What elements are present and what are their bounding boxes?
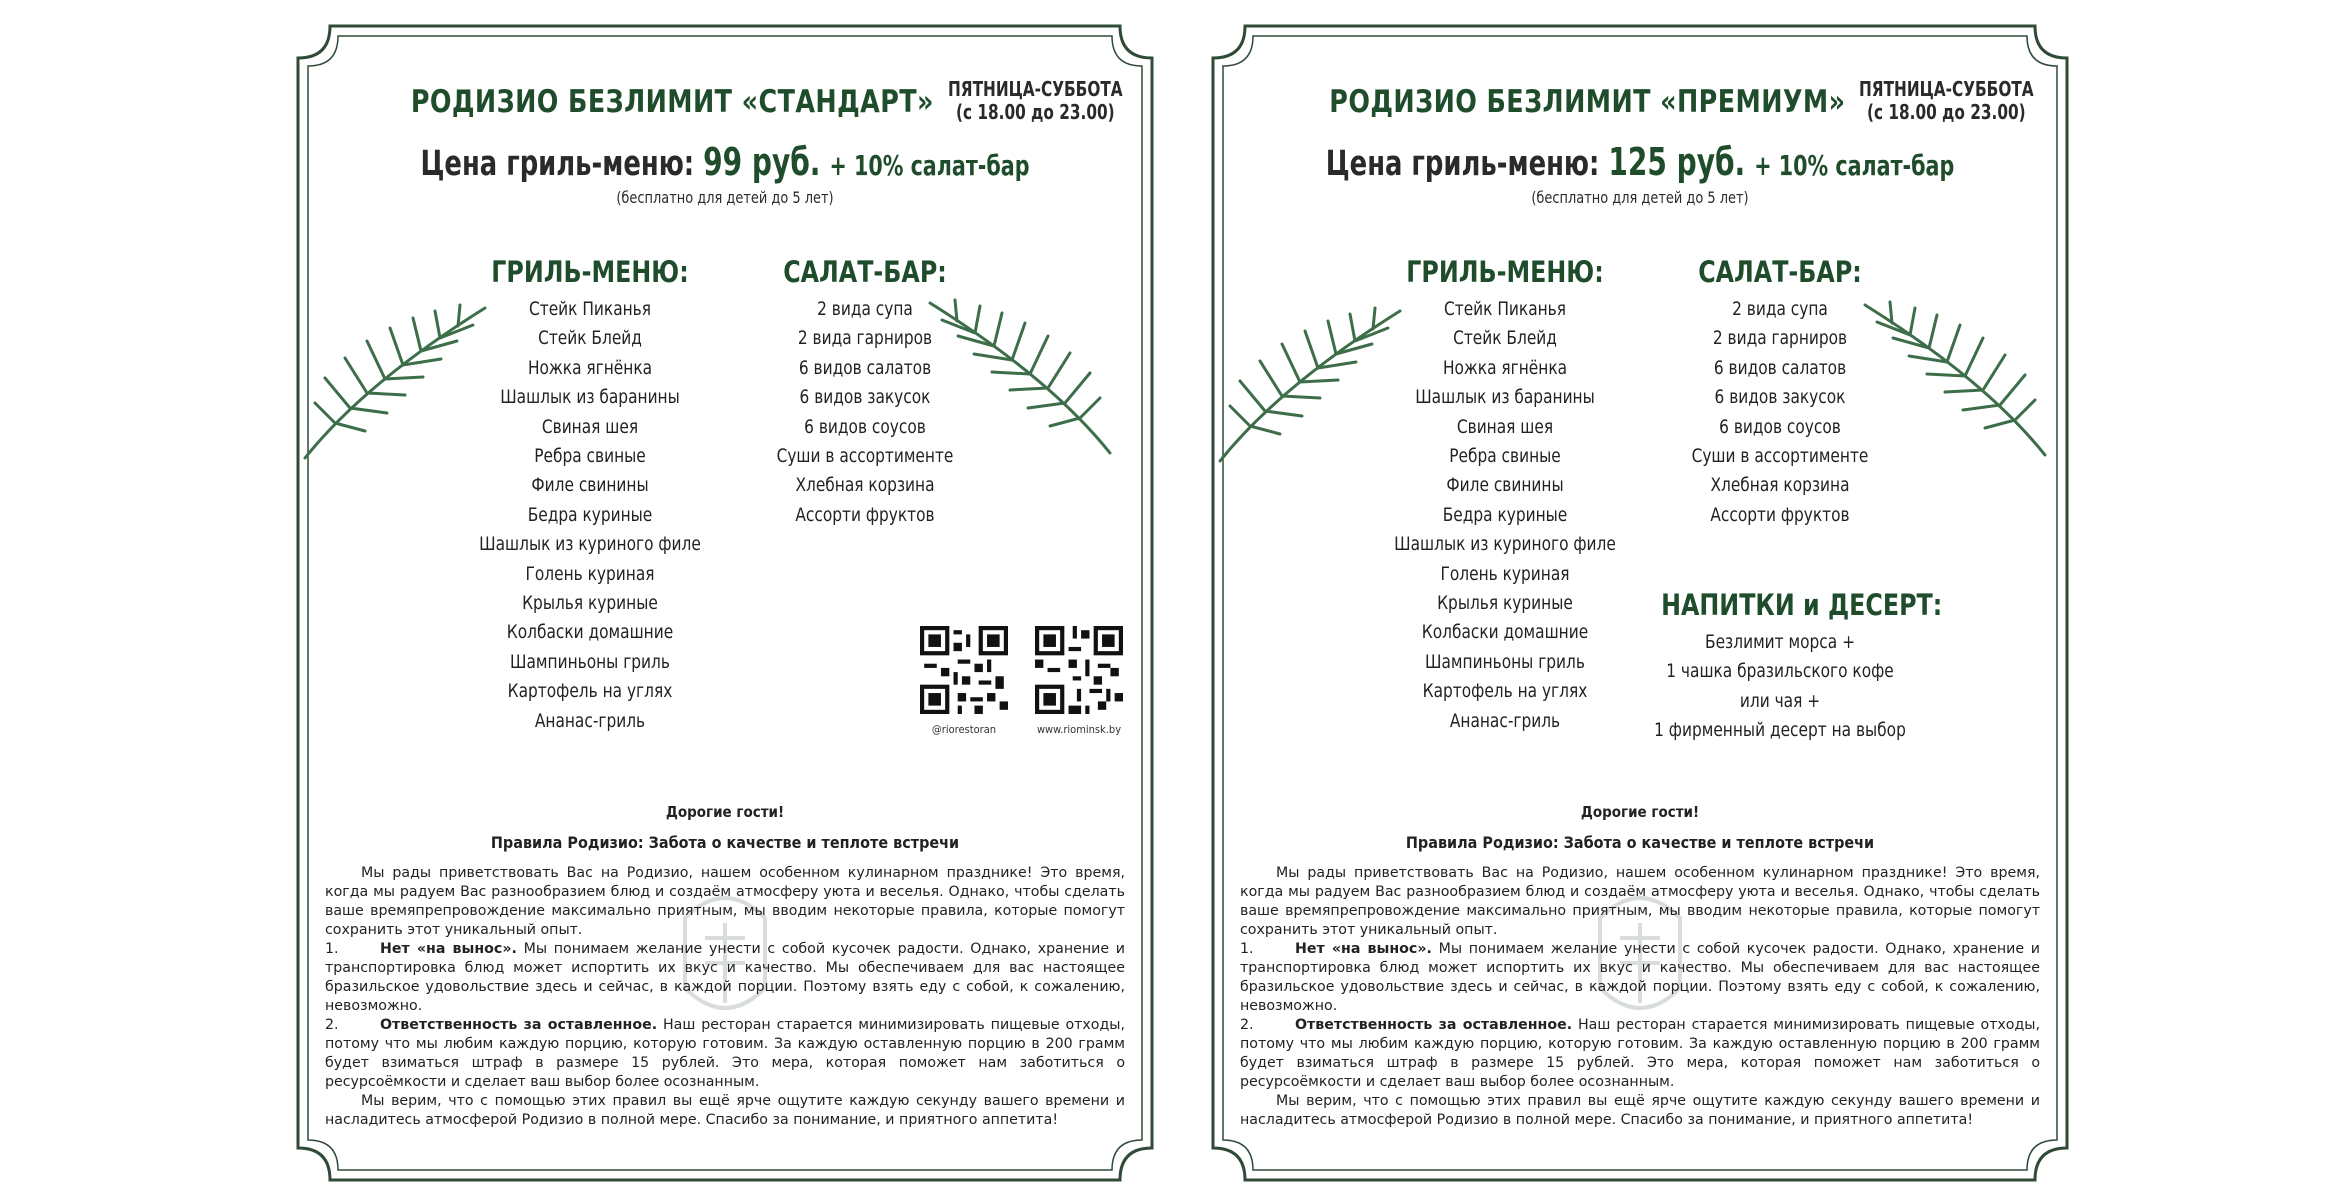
grill-item: Картофель на углях (1422, 680, 1588, 703)
rules-intro: Мы рады приветствовать Вас на Родизио, нашем особенном кулинарном празднике! Это время, когда мы радуем Вас разнообразием блюд и создаём атмосферу уюта и веселья. Однако, чтобы сделать ваше времяпрепровождение максимально приятным, мы вводим некоторые правила, которые помогут сохранить этот уникальный опыт. (325, 865, 1125, 938)
salad-bar (745, 255, 985, 530)
rules-greeting: Дорогие гости! (1580, 803, 1700, 821)
qr-caption: www.riominsk.by (1036, 723, 1122, 736)
salad-item: 2 вида гарниров (797, 327, 933, 350)
rules-greeting: Дорогие гости! (665, 803, 785, 821)
rule-2: 2. Ответственность за оставленное. Наш ресторан старается минимизировать пищевые отходы, потому что мы любим каждую порцию, которую готовим. За каждую оставленную порцию в 200 грамм будет взиматься штраф в размере 15 рублей. Это мера, которая поможет нам заботиться о ресурсоёмкости и сделает ваш выбор более осознанным. (325, 1017, 1125, 1090)
salad-item: Хлебная корзина (1710, 474, 1850, 497)
grill-item: Ножка ягнёнка (527, 356, 653, 379)
grill-item: Бедра куриные (1442, 503, 1568, 526)
salad-item: 6 видов закусок (1714, 386, 1846, 409)
hours-label: (с 18.00 до 23.00) (1866, 100, 2026, 124)
grill-item: Шашлык из куриного филе (479, 533, 701, 556)
page-title: РОДИЗИО БЕЗЛИМИТ «СТАНДАРТ» (411, 84, 935, 120)
grill-item: Ананас-гриль (534, 709, 646, 732)
salad-item: 6 видов салатов (798, 356, 932, 379)
salad-item: 6 видов салатов (1713, 356, 1847, 379)
rule-2: 2. Ответственность за оставленное. Наш ресторан старается минимизировать пищевые отходы, потому что мы любим каждую порцию, которую готовим. За каждую оставленную порцию в 200 грамм будет взиматься штраф в размере 15 рублей. Это мера, которая поможет нам заботиться о ресурсоёмкости и сделает ваш выбор более осознанным. (1240, 1017, 2040, 1090)
salad-item: 6 видов соусов (1719, 415, 1841, 438)
rules-intro: Мы рады приветствовать Вас на Родизио, нашем особенном кулинарном празднике! Это время, когда мы радуем Вас разнообразием блюд и создаём атмосферу уюта и веселья. Однако, чтобы сделать ваше времяпрепровождение максимально приятным, мы вводим некоторые правила, которые помогут сохранить этот уникальный опыт. (1240, 865, 2040, 938)
qr-code-icon[interactable] (1035, 626, 1123, 714)
grill-item: Колбаски домашние (506, 621, 674, 644)
drinks-item: 1 чашка бразильского кофе (1666, 660, 1894, 683)
header (1205, 78, 2075, 207)
salad-bar-title: САЛАТ-БАР: (783, 255, 947, 289)
days-label: ПЯТНИЦА-СУББОТА (948, 77, 1123, 101)
rules-subtitle: Правила Родизио: Забота о качестве и теплоте встречи (490, 833, 960, 852)
grill-menu-title: ГРИЛЬ-МЕНЮ: (1406, 255, 1604, 289)
grill-item: Филе свинины (1446, 474, 1564, 497)
grill-menu (440, 255, 740, 736)
grill-item: Крылья куриные (1437, 592, 1573, 615)
qr-caption: @riorestoran (931, 723, 997, 736)
salad-item: Суши в ассортименте (776, 445, 954, 468)
drinks-item: или чая + (1739, 689, 1821, 712)
menu-page-standard (290, 18, 1160, 1188)
grill-menu (1355, 255, 1655, 736)
grill-item: Ножка ягнёнка (1442, 356, 1568, 379)
grill-item: Свиная шея (1456, 415, 1554, 438)
salad-item: Ассорти фруктов (795, 503, 935, 526)
page-title: РОДИЗИО БЕЗЛИМИТ «ПРЕМИУМ» (1328, 84, 1846, 120)
header (290, 78, 1160, 207)
grill-item: Шашлык из баранины (500, 386, 680, 409)
price-label: Цена гриль-меню: (1325, 144, 1600, 184)
grill-item: Шашлык из куриного филе (1394, 533, 1616, 556)
grill-item: Стейк Блейд (1453, 327, 1557, 350)
rules-outro: Мы верим, что с помощью этих правил вы ещё ярче ощутите каждую секунду вашего времени и насладитесь атмосферой Родизио в полной мере. Спасибо за понимание, и приятного аппетита! (1240, 1093, 2040, 1128)
grill-menu-title: ГРИЛЬ-МЕНЮ: (491, 255, 689, 289)
kids-note: (бесплатно для детей до 5 лет) (1531, 188, 1749, 207)
grill-item: Стейк Пиканья (1443, 298, 1567, 320)
salad-item: 2 вида супа (817, 298, 913, 320)
grill-item: Картофель на углях (507, 680, 673, 703)
rules-outro: Мы верим, что с помощью этих правил вы ещё ярче ощутите каждую секунду вашего времени и насладитесь атмосферой Родизио в полной мере. Спасибо за понимание, и приятного аппетита! (325, 1093, 1125, 1128)
grill-item: Колбаски домашние (1421, 621, 1589, 644)
salad-item: Ассорти фруктов (1710, 503, 1850, 526)
drinks-dessert (1635, 588, 1943, 746)
grill-item: Стейк Пиканья (528, 298, 652, 320)
salad-item: Суши в ассортименте (1691, 445, 1869, 468)
salad-item: Хлебная корзина (795, 474, 935, 497)
grill-item: Ребра свиные (534, 445, 646, 468)
kids-note: (бесплатно для детей до 5 лет) (616, 188, 834, 207)
menu-page-premium (1205, 18, 2075, 1188)
rules-section (325, 803, 1125, 1130)
grill-item: Бедра куриные (527, 503, 653, 526)
rules-section (1240, 803, 2040, 1130)
grill-item: Шашлык из баранины (1415, 386, 1595, 409)
price-label: Цена гриль-меню: (420, 144, 695, 184)
salad-item: 2 вида гарниров (1712, 327, 1848, 350)
salad-bar-title: САЛАТ-БАР: (1698, 255, 1862, 289)
hours-label: (с 18.00 до 23.00) (956, 100, 1115, 124)
salad-item: 6 видов закусок (799, 386, 931, 409)
price-value: 99 руб. (703, 140, 821, 184)
rules-subtitle: Правила Родизио: Забота о качестве и теплоте встречи (1405, 833, 1875, 852)
grill-item: Шампиньоны гриль (510, 650, 670, 673)
grill-item: Свиная шея (541, 415, 639, 438)
grill-item: Ананас-гриль (1449, 709, 1561, 732)
price-value: 125 руб. (1608, 140, 1746, 184)
grill-item: Голень куриная (1440, 562, 1570, 585)
grill-item: Филе свинины (531, 474, 649, 497)
rule-1: 1. Нет «на вынос». Мы понимаем желание унести с собой кусочек радости. Однако, хранение и транспортировка блюд может испортить их вкус и качество. Мы обеспечиваем для вас настоящее бразильское удовольствие здесь и сейчас, в каждой порции. Поэтому взять еду с собой, к сожалению, невозможно. (325, 941, 1125, 1014)
price-extra: + 10% салат-бар (829, 149, 1030, 182)
price-line (1283, 140, 1996, 184)
grill-item: Крылья куриные (522, 592, 658, 615)
grill-item: Шампиньоны гриль (1425, 650, 1585, 673)
qr-code-icon[interactable] (920, 626, 1008, 714)
price-line (368, 140, 1081, 184)
drinks-item: 1 фирменный десерт на выбор (1654, 719, 1906, 742)
drinks-dessert-title: НАПИТКИ и ДЕСЕРТ: (1661, 588, 1943, 622)
grill-item: Голень куриная (525, 562, 655, 585)
drinks-item: Безлимит морса + (1705, 631, 1855, 653)
days-label: ПЯТНИЦА-СУББОТА (1859, 77, 2034, 101)
salad-bar (1660, 255, 1900, 530)
rule-1: 1. Нет «на вынос». Мы понимаем желание унести с собой кусочек радости. Однако, хранение и транспортировка блюд может испортить их вкус и качество. Мы обеспечиваем для вас настоящее бразильское удовольствие здесь и сейчас, в каждой порции. Поэтому взять еду с собой, к сожалению, невозможно. (1240, 941, 2040, 1014)
grill-item: Ребра свиные (1449, 445, 1561, 468)
grill-item: Стейк Блейд (538, 327, 642, 350)
salad-item: 6 видов соусов (804, 415, 926, 438)
price-extra: + 10% салат-бар (1754, 149, 1955, 182)
salad-item: 2 вида супа (1732, 298, 1828, 320)
